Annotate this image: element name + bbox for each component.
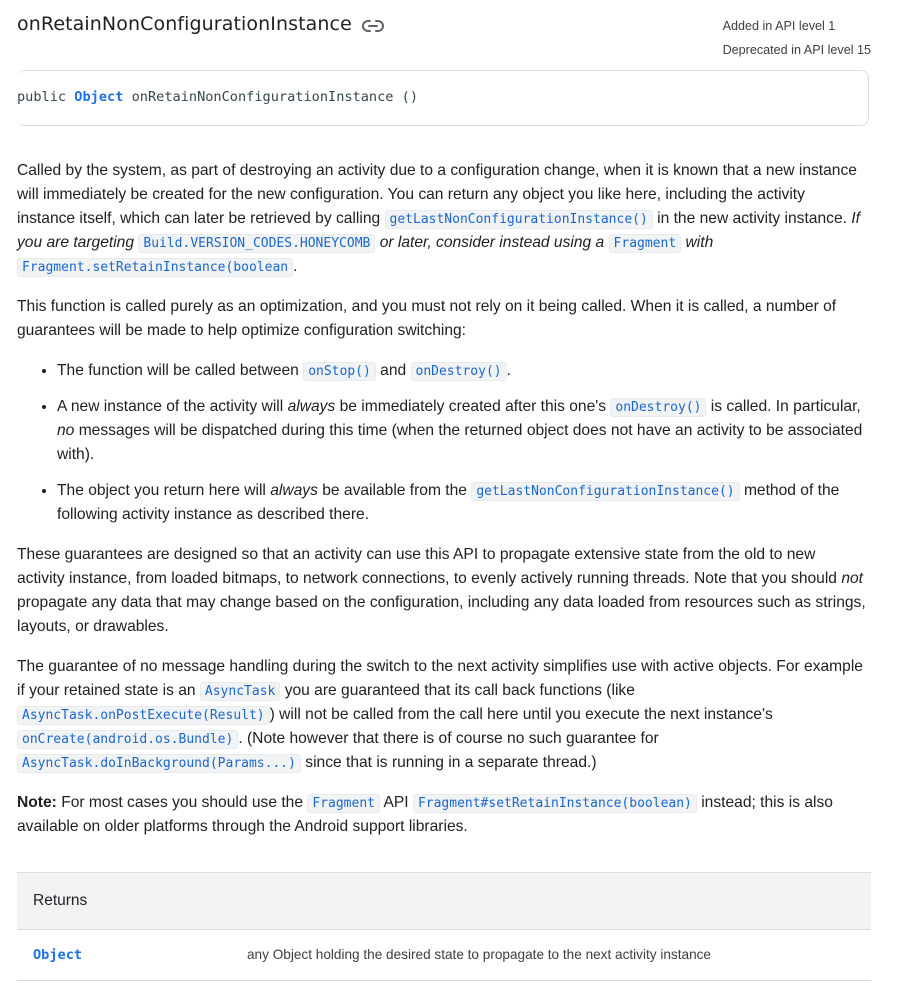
guarantees-list (17, 359, 867, 527)
note-paragraph (17, 791, 867, 839)
text: If you are targeting (17, 210, 860, 251)
on-destroy-link[interactable]: onDestroy() (610, 398, 706, 417)
deprecated-api-level: Deprecated in API level 15 (722, 43, 871, 57)
text: always (287, 398, 336, 415)
list-item (57, 479, 867, 527)
text: you are guaranteed that its call back functions (like (280, 682, 635, 699)
description-paragraph-4 (17, 655, 867, 775)
added-api-level: Added in API level 1 (722, 19, 836, 33)
honeycomb-link[interactable]: Build.VERSION_CODES.HONEYCOMB (138, 234, 375, 253)
text: be immediately created after this one's (335, 398, 611, 415)
signature-box (17, 70, 869, 126)
method-description (17, 159, 867, 855)
text: API (379, 794, 413, 811)
return-type-link[interactable]: Object (33, 947, 83, 963)
method-title: onRetainNonConfigurationInstance (17, 13, 352, 35)
text: with (681, 234, 714, 251)
list-item (57, 395, 867, 467)
description-paragraph-3 (17, 543, 867, 639)
method-signature (17, 85, 418, 109)
fragment-link[interactable]: Fragment (609, 234, 682, 253)
get-last-non-config-link[interactable]: getLastNonConfigurationInstance() (471, 482, 739, 501)
fragment-set-retain-link[interactable]: Fragment#setRetainInstance(boolean) (413, 794, 697, 813)
signature-name: onRetainNonConfigurationInstance () (123, 89, 419, 105)
text: Called by the system, as part of destroying an activity due to a configuration change, when it is known that a new instance will immediately be created for the new configuration. You can return any object you like here, including the activity instance itself, which can later be retrieved by calling (17, 162, 857, 227)
list-item (57, 359, 867, 383)
text: The object you return here will (57, 482, 271, 499)
text: not (841, 570, 864, 587)
text: ) will not be called from the call here until you execute the next instance's (269, 706, 773, 723)
get-last-non-config-link[interactable]: getLastNonConfigurationInstance() (385, 210, 653, 229)
on-stop-link[interactable]: onStop() (303, 362, 376, 381)
text: These guarantees are designed so that an activity can use this API to propagate extensive state from the old to new activity instance, from loaded bitmaps, to network connections, to evenly actively running threads. Note that you should (17, 546, 842, 587)
text: . (506, 362, 511, 379)
text: The function will be called between (57, 362, 304, 379)
returns-header: Returns (17, 873, 871, 930)
api-levels (723, 14, 871, 62)
text: . (Note however that there is of course no such guarantee for (238, 730, 659, 747)
text: always (270, 482, 318, 499)
fragment-link[interactable]: Fragment (307, 794, 380, 813)
text: instead; this is also available on older platforms through the Android support libraries. (17, 794, 833, 835)
text: no (57, 422, 75, 439)
text: The guarantee of no message handling during the switch to the next activity simplifies use with active objects. For example if your retained state is an (17, 658, 863, 699)
table-row (17, 930, 871, 981)
text: or later, consider instead using a (375, 234, 609, 251)
text: . (293, 258, 298, 275)
returns-table (17, 872, 871, 981)
on-destroy-link[interactable]: onDestroy() (411, 362, 507, 381)
link-icon[interactable] (362, 17, 384, 31)
method-heading (17, 8, 384, 40)
text: and (375, 362, 411, 379)
return-description: any Object holding the desired state to propagate to the next activity instance (231, 930, 871, 981)
text: since that is running in a separate thread.) (300, 754, 597, 771)
text: method of the following activity instance as described there. (57, 482, 840, 523)
text: messages will be dispatched during this time (when the returned object does not have an activity to be associated with). (57, 422, 863, 463)
on-create-link[interactable]: onCreate(android.os.Bundle) (17, 730, 238, 749)
note-label: Note: (17, 794, 57, 811)
text: A new instance of the activity will (57, 398, 288, 415)
text: be available from the (317, 482, 472, 499)
signature-return-type[interactable]: Object (74, 89, 124, 105)
do-in-background-link[interactable]: AsyncTask.doInBackground(Params...) (17, 754, 301, 773)
text: For most cases you should use the (56, 794, 308, 811)
async-task-link[interactable]: AsyncTask (200, 682, 280, 701)
description-paragraph-2: This function is called purely as an optimization, and you must not rely on it being called. When it is called, a number of guarantees will be made to help optimize configuration switching: (17, 298, 837, 339)
text: in the new activity instance. (652, 210, 852, 227)
on-post-execute-link[interactable]: AsyncTask.onPostExecute(Result) (17, 706, 270, 725)
text: is called. In particular, (706, 398, 861, 415)
text: propagate any data that may change based on the configuration, including any data loaded from resources such as strings, layouts, or drawables. (17, 594, 866, 635)
set-retain-instance-link[interactable]: Fragment.setRetainInstance(boolean (17, 258, 293, 277)
return-type-cell (17, 930, 231, 981)
signature-modifier: public (17, 89, 75, 105)
description-paragraph-1 (17, 159, 867, 279)
